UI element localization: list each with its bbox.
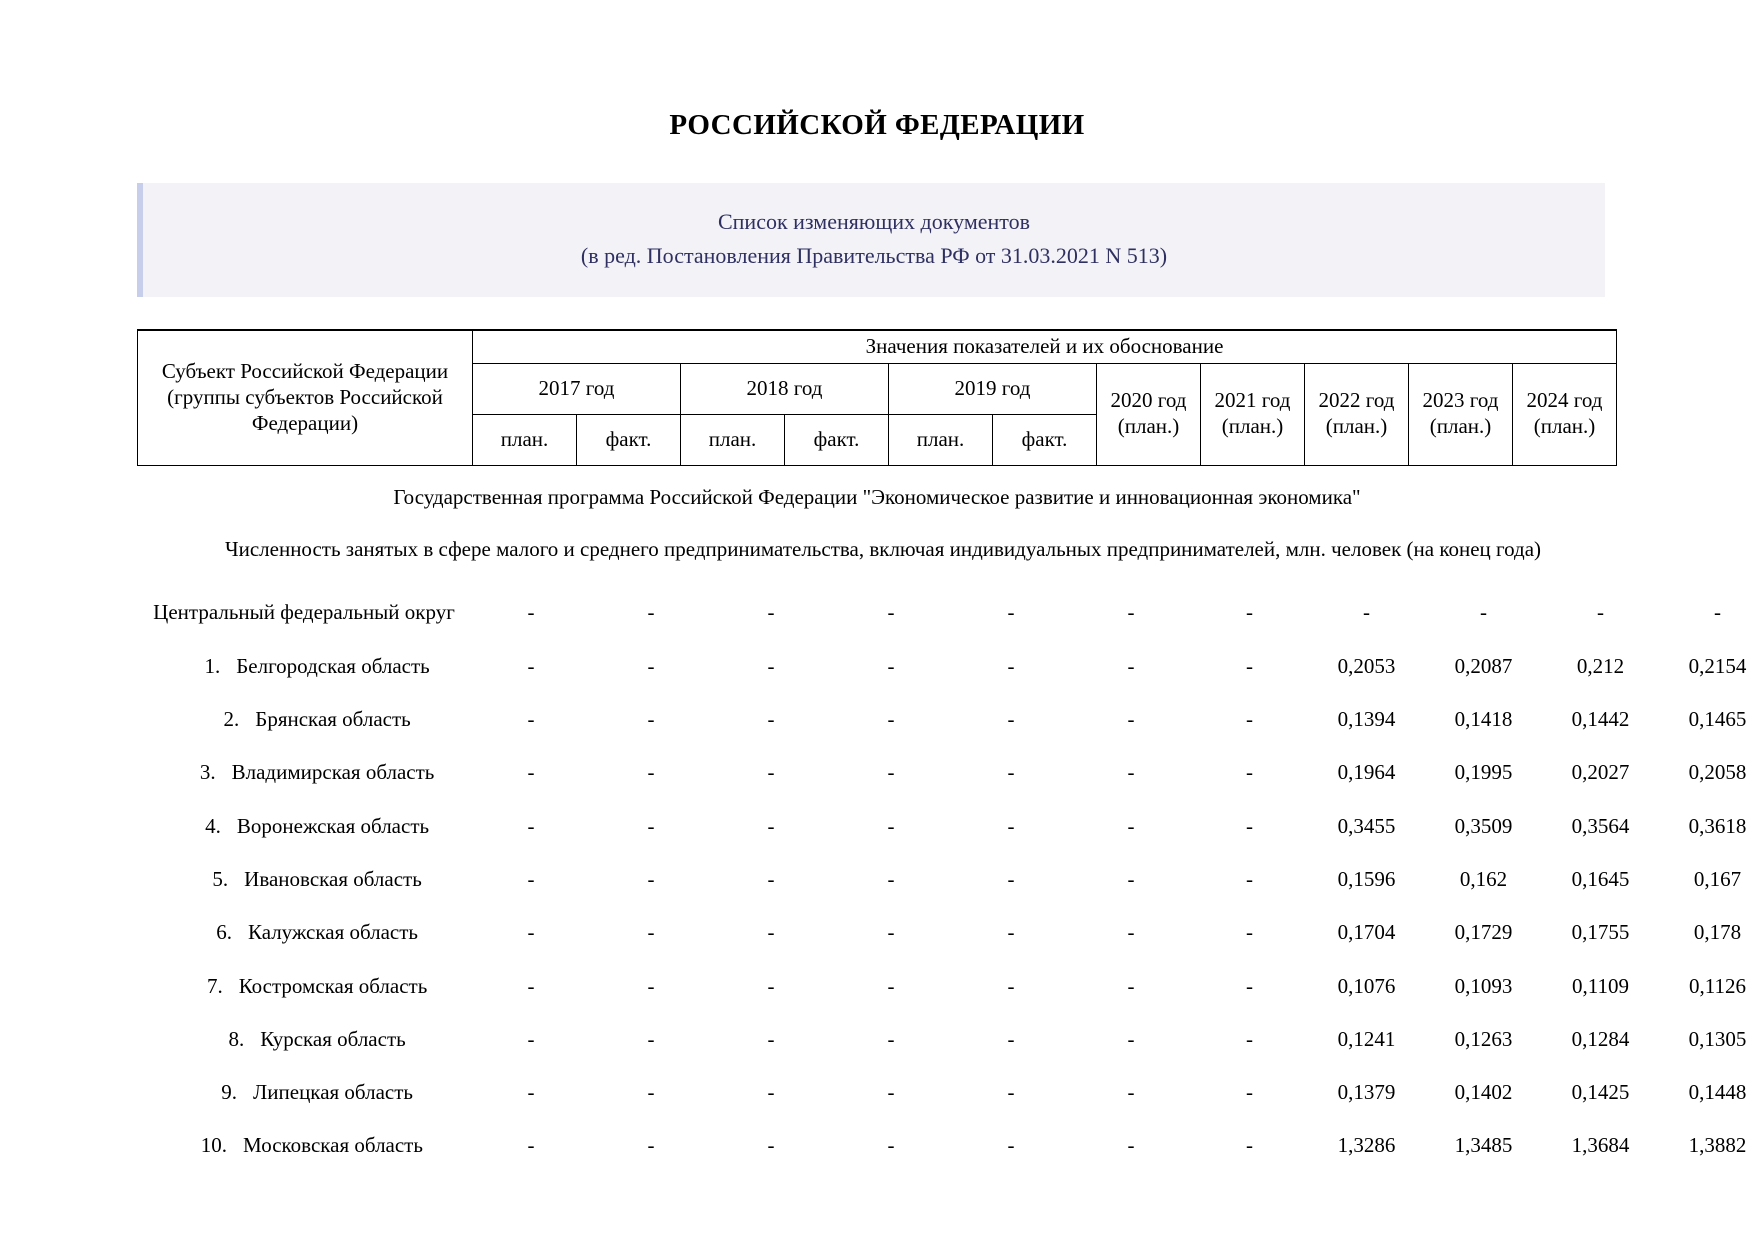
cell-value: - bbox=[1597, 600, 1604, 625]
cell-value: - bbox=[1007, 813, 1015, 838]
header-year-2024-sub: (план.) bbox=[1533, 414, 1596, 439]
cell-value: - bbox=[1246, 653, 1253, 678]
cell-value: - bbox=[527, 707, 535, 732]
cell-value: - bbox=[1007, 1026, 1015, 1051]
cell-value: - bbox=[767, 1026, 775, 1051]
region-name-cell bbox=[137, 640, 471, 693]
cell-value: 0,1263 bbox=[1454, 1026, 1513, 1051]
cell-value: 0,1729 bbox=[1454, 920, 1513, 945]
cell-value: - bbox=[887, 1026, 895, 1051]
header-year-2019: 2019 год bbox=[889, 363, 1097, 414]
cell-value: - bbox=[887, 813, 895, 838]
cell-value: 0,3455 bbox=[1337, 813, 1396, 838]
cell-value: 0,1755 bbox=[1571, 920, 1630, 945]
cell-value: 0,212 bbox=[1576, 653, 1625, 678]
cell-value: - bbox=[647, 920, 655, 945]
cell-value: 0,2053 bbox=[1337, 653, 1396, 678]
header-row-top bbox=[138, 330, 1617, 363]
cell-value: - bbox=[1127, 1080, 1135, 1105]
callout-line-2: (в ред. Постановления Правительства РФ от 31.03.2021 N 513) bbox=[580, 242, 1168, 268]
header-year-2022-sub: (план.) bbox=[1325, 414, 1388, 439]
row-number: 9. bbox=[221, 1080, 238, 1105]
header-year-2022-label: 2022 год bbox=[1318, 388, 1395, 413]
cell-value: 0,1076 bbox=[1337, 973, 1396, 998]
cell-value: - bbox=[647, 866, 655, 891]
table-row bbox=[137, 746, 1754, 799]
cell-value: 0,1394 bbox=[1337, 707, 1396, 732]
header-year-2020-sub: (план.) bbox=[1117, 414, 1180, 439]
cell-value: 0,2154 bbox=[1688, 653, 1747, 678]
cell-value: 0,1704 bbox=[1337, 920, 1396, 945]
cell-value: - bbox=[767, 707, 775, 732]
indicator-data-table bbox=[137, 586, 1754, 1172]
cell-value: - bbox=[527, 866, 535, 891]
cell-value: - bbox=[767, 973, 775, 998]
cell-value: 0,178 bbox=[1693, 920, 1742, 945]
cell-value: - bbox=[527, 920, 535, 945]
row-name: Калужская область bbox=[247, 920, 419, 945]
cell-value: 0,1442 bbox=[1571, 707, 1630, 732]
cell-value: - bbox=[527, 760, 535, 785]
region-name-cell bbox=[137, 853, 471, 906]
cell-value: - bbox=[1127, 653, 1135, 678]
header-2017-fact: факт. bbox=[577, 414, 681, 465]
row-number: 6. bbox=[216, 920, 232, 945]
row-number: 3. bbox=[199, 760, 216, 785]
cell-value: 0,3618 bbox=[1688, 813, 1747, 838]
header-year-2023-label: 2023 год bbox=[1422, 388, 1499, 413]
cell-value: - bbox=[647, 1133, 655, 1158]
cell-value: 0,1284 bbox=[1571, 1026, 1630, 1051]
cell-value: 0,1379 bbox=[1337, 1080, 1396, 1105]
table-row bbox=[137, 906, 1754, 959]
cell-value: - bbox=[887, 920, 895, 945]
cell-value: - bbox=[1127, 866, 1135, 891]
cell-value: - bbox=[1007, 920, 1015, 945]
cell-value: - bbox=[1127, 813, 1135, 838]
table-row bbox=[137, 853, 1754, 906]
header-2019-fact: факт. bbox=[993, 414, 1097, 465]
cell-value: 0,1241 bbox=[1337, 1026, 1396, 1051]
amendments-callout bbox=[137, 183, 1605, 297]
cell-value: - bbox=[527, 600, 535, 625]
region-name-cell bbox=[137, 693, 471, 746]
header-subject-column: Субъект Российской Федерации (группы субъектов Российской Федерации) bbox=[138, 330, 473, 465]
cell-value: - bbox=[1246, 600, 1253, 625]
row-name: Ивановская область bbox=[244, 866, 422, 891]
cell-value: 0,1596 bbox=[1337, 866, 1396, 891]
cell-value: - bbox=[767, 866, 775, 891]
row-name: Брянская область bbox=[255, 707, 411, 732]
cell-value: - bbox=[527, 1133, 535, 1158]
cell-value: - bbox=[647, 600, 655, 625]
row-name: Владимирская область bbox=[231, 760, 435, 785]
cell-value: - bbox=[767, 600, 775, 625]
row-name: Воронежская область bbox=[236, 813, 430, 838]
cell-value: - bbox=[1363, 600, 1370, 625]
cell-value: - bbox=[1246, 1026, 1253, 1051]
cell-value: - bbox=[647, 813, 655, 838]
row-name: Белгородская область bbox=[236, 653, 430, 678]
cell-value: - bbox=[1007, 1080, 1015, 1105]
cell-value: - bbox=[1714, 600, 1721, 625]
header-year-2021 bbox=[1201, 363, 1305, 465]
table-row bbox=[137, 800, 1754, 853]
cell-value: - bbox=[1246, 813, 1253, 838]
cell-value: 0,2027 bbox=[1571, 760, 1630, 785]
indicator-description-line: Численность занятых в сфере малого и среднего предпринимательства, включая индивидуальных предпринимателей, млн. человек (на конец года) bbox=[224, 537, 1542, 562]
cell-value: - bbox=[1246, 1133, 1253, 1158]
table-row bbox=[137, 693, 1754, 746]
cell-value: 0,1305 bbox=[1688, 1026, 1747, 1051]
cell-value: - bbox=[647, 1080, 655, 1105]
cell-value: - bbox=[887, 653, 895, 678]
table-row bbox=[137, 586, 1754, 639]
cell-value: - bbox=[1127, 1026, 1135, 1051]
region-name-cell bbox=[137, 746, 471, 799]
cell-value: - bbox=[767, 813, 775, 838]
cell-value: - bbox=[1246, 1080, 1253, 1105]
cell-value: 1,3485 bbox=[1454, 1133, 1513, 1158]
cell-value: - bbox=[1007, 1133, 1015, 1158]
row-name: Центральный федеральный округ bbox=[153, 600, 455, 625]
cell-value: - bbox=[1007, 760, 1015, 785]
cell-value: 0,1402 bbox=[1454, 1080, 1513, 1105]
cell-value: 0,2087 bbox=[1454, 653, 1513, 678]
cell-value: - bbox=[1007, 600, 1015, 625]
header-year-2021-label: 2021 год bbox=[1214, 388, 1291, 413]
cell-value: - bbox=[527, 973, 535, 998]
callout-line-1: Список изменяющих документов bbox=[717, 208, 1030, 234]
cell-value: - bbox=[647, 653, 655, 678]
region-name-cell bbox=[137, 960, 471, 1013]
header-2018-plan: план. bbox=[681, 414, 785, 465]
cell-value: - bbox=[887, 866, 895, 891]
indicator-table-header bbox=[137, 329, 1617, 466]
cell-value: - bbox=[887, 600, 895, 625]
cell-value: - bbox=[1246, 760, 1253, 785]
cell-value: 0,1995 bbox=[1454, 760, 1513, 785]
cell-value: - bbox=[1480, 600, 1487, 625]
row-name: Костромская область bbox=[238, 973, 428, 998]
table-row bbox=[137, 640, 1754, 693]
header-year-2021-sub: (план.) bbox=[1221, 414, 1284, 439]
cell-value: - bbox=[1246, 707, 1253, 732]
row-name: Курская область bbox=[260, 1026, 406, 1051]
cell-value: - bbox=[767, 920, 775, 945]
header-year-2017: 2017 год bbox=[473, 363, 681, 414]
cell-value: 0,167 bbox=[1693, 866, 1742, 891]
cell-value: 0,1093 bbox=[1454, 973, 1513, 998]
table-row bbox=[137, 1119, 1754, 1172]
cell-value: - bbox=[887, 707, 895, 732]
cell-value: - bbox=[1127, 920, 1135, 945]
cell-value: - bbox=[1246, 920, 1253, 945]
cell-value: 0,1109 bbox=[1572, 973, 1629, 998]
header-year-2024 bbox=[1513, 363, 1617, 465]
row-number: 1. bbox=[204, 653, 221, 678]
cell-value: 0,1964 bbox=[1337, 760, 1396, 785]
header-year-2020 bbox=[1097, 363, 1201, 465]
cell-value: 0,1418 bbox=[1454, 707, 1513, 732]
cell-value: 0,2058 bbox=[1688, 760, 1747, 785]
cell-value: - bbox=[527, 653, 535, 678]
header-year-2023 bbox=[1409, 363, 1513, 465]
table-header-wrap bbox=[137, 329, 1617, 466]
header-year-2018: 2018 год bbox=[681, 363, 889, 414]
cell-value: - bbox=[1007, 973, 1015, 998]
cell-value: 1,3684 bbox=[1571, 1133, 1630, 1158]
cell-value: - bbox=[527, 1080, 535, 1105]
row-number: 4. bbox=[205, 813, 221, 838]
cell-value: - bbox=[887, 973, 895, 998]
cell-value: - bbox=[1007, 707, 1015, 732]
region-name-cell bbox=[137, 1013, 471, 1066]
cell-value: - bbox=[647, 707, 655, 732]
district-name-cell bbox=[137, 586, 471, 639]
program-title-line: Государственная программа Российской Федерации "Экономическое развитие и инновационная экономика" bbox=[393, 484, 1361, 509]
cell-value: 0,162 bbox=[1459, 866, 1508, 891]
region-name-cell bbox=[137, 1066, 471, 1119]
header-values-group: Значения показателей и их обоснование bbox=[473, 330, 1617, 363]
header-year-2022 bbox=[1305, 363, 1409, 465]
cell-value: - bbox=[1127, 760, 1135, 785]
row-number: 2. bbox=[223, 707, 240, 732]
table-row bbox=[137, 1013, 1754, 1066]
page-title: РОССИЙСКОЙ ФЕДЕРАЦИИ bbox=[669, 109, 1085, 141]
header-2018-fact: факт. bbox=[785, 414, 889, 465]
cell-value: - bbox=[767, 760, 775, 785]
cell-value: - bbox=[1007, 653, 1015, 678]
cell-value: - bbox=[527, 1026, 535, 1051]
header-2017-plan: план. bbox=[473, 414, 577, 465]
cell-value: - bbox=[1127, 1133, 1135, 1158]
cell-value: - bbox=[767, 1133, 775, 1158]
cell-value: - bbox=[647, 1026, 655, 1051]
region-name-cell bbox=[137, 906, 471, 959]
row-number: 7. bbox=[206, 973, 223, 998]
cell-value: 0,1126 bbox=[1689, 973, 1746, 998]
header-year-2020-label: 2020 год bbox=[1110, 388, 1187, 413]
cell-value: - bbox=[767, 1080, 775, 1105]
cell-value: - bbox=[527, 813, 535, 838]
cell-value: - bbox=[1246, 866, 1253, 891]
cell-value: 1,3286 bbox=[1337, 1133, 1396, 1158]
cell-value: - bbox=[1127, 707, 1135, 732]
row-number: 10. bbox=[200, 1133, 228, 1158]
region-name-cell bbox=[137, 1119, 471, 1172]
cell-value: 0,1465 bbox=[1688, 707, 1747, 732]
cell-value: 0,3509 bbox=[1454, 813, 1513, 838]
table-row bbox=[137, 1066, 1754, 1119]
table-row bbox=[137, 960, 1754, 1013]
cell-value: - bbox=[647, 973, 655, 998]
cell-value: - bbox=[1246, 973, 1253, 998]
region-name-cell bbox=[137, 800, 471, 853]
row-name: Московская область bbox=[243, 1133, 423, 1158]
cell-value: 0,3564 bbox=[1571, 813, 1630, 838]
cell-value: - bbox=[1127, 600, 1135, 625]
cell-value: 0,1425 bbox=[1571, 1080, 1630, 1105]
header-year-2023-sub: (план.) bbox=[1429, 414, 1492, 439]
row-name: Липецкая область bbox=[253, 1080, 413, 1105]
cell-value: - bbox=[887, 760, 895, 785]
cell-value: - bbox=[767, 653, 775, 678]
row-number: 8. bbox=[228, 1026, 245, 1051]
cell-value: - bbox=[647, 760, 655, 785]
row-number: 5. bbox=[212, 866, 229, 891]
cell-value: 1,3882 bbox=[1688, 1133, 1747, 1158]
cell-value: 0,1645 bbox=[1571, 866, 1630, 891]
header-year-2024-label: 2024 год bbox=[1526, 388, 1603, 413]
cell-value: - bbox=[1127, 973, 1135, 998]
cell-value: - bbox=[887, 1080, 895, 1105]
cell-value: - bbox=[1007, 866, 1015, 891]
cell-value: - bbox=[887, 1133, 895, 1158]
cell-value: 0,1448 bbox=[1688, 1080, 1747, 1105]
header-2019-plan: план. bbox=[889, 414, 993, 465]
